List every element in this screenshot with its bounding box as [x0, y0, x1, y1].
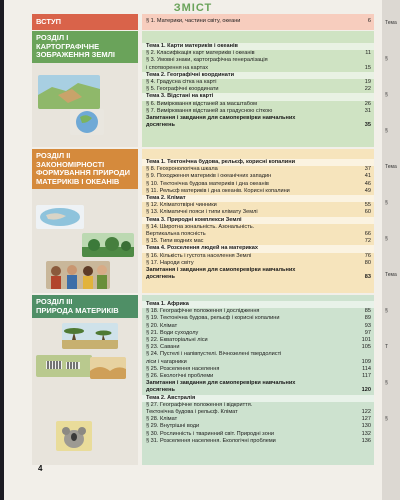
facing-page-fragment: Т	[385, 344, 389, 350]
toc-entry-page: 130	[361, 423, 371, 430]
toc-entry[interactable]	[142, 181, 374, 188]
toc-entry-label: § 13. Кліматичні пояси і типи клімату Землі	[146, 209, 258, 216]
toc-entry-page: 120	[361, 387, 371, 394]
toc-entry[interactable]	[142, 308, 374, 315]
intro-block	[32, 14, 138, 30]
toc-entry-page: 37	[364, 166, 371, 173]
toc-entry-page: 66	[364, 231, 371, 238]
toc-entry-page: 80	[364, 259, 371, 266]
toc-entry-label: Тема 1. Африка	[146, 301, 189, 307]
toc-entry-page	[369, 159, 371, 166]
facing-page-fragment: §	[385, 380, 388, 386]
toc-entry-page: 101	[361, 337, 371, 344]
toc-entry[interactable]	[142, 101, 374, 108]
toc-entry-page: 72	[364, 238, 371, 245]
toc-entry-label: § 16. Кількість і густота населення Землі	[146, 252, 252, 259]
toc-entry-page: 85	[364, 308, 371, 315]
toc-entry[interactable]	[142, 423, 374, 430]
toc-entry-label: § 9. Походження материків і океанічних западин	[146, 173, 272, 180]
toc-entry-page: 55	[364, 202, 371, 209]
toc-entry-page	[369, 380, 371, 387]
toc-entry-page: 31	[364, 107, 371, 114]
dunes-thumbnail	[90, 357, 126, 379]
toc-entry-label: Тема 2. Австралія	[146, 394, 196, 401]
toc-entry-page	[369, 57, 371, 64]
toc-entry[interactable]	[142, 274, 374, 281]
toc-entry[interactable]	[142, 108, 374, 115]
toc-entry-page	[369, 267, 371, 274]
facing-page-fragment: §	[385, 236, 388, 242]
section-1-rows	[142, 31, 374, 147]
toc-entry-label: § 24. Пустелі і напівпустелі. Вічнозелені твердолисті	[146, 351, 282, 358]
toc-entry-page: 97	[364, 329, 371, 336]
toc-entry-page	[369, 217, 371, 224]
toc-entry-page: 114	[362, 365, 371, 372]
section-1-number: РОЗДІЛ I	[36, 33, 69, 42]
toc-entry[interactable]	[142, 438, 374, 445]
toc-entry-page: 127	[361, 416, 371, 423]
toc-entry-page: 60	[364, 209, 371, 216]
intro-label: ВСТУП	[36, 17, 61, 26]
toc-entry-label: § 11. Рельєф материків і дна океанів. Корисні копалини	[146, 187, 290, 194]
toc-entry-page	[369, 115, 371, 122]
globe-thumbnail	[70, 109, 104, 135]
toc-entry[interactable]	[142, 431, 374, 438]
toc-entry-label: Вертикальна поясність	[146, 231, 206, 238]
facing-page-fragment: §	[385, 128, 388, 134]
toc-entry-label: і спотворення на картах	[146, 64, 209, 71]
toc-entry-page: 19	[364, 79, 371, 86]
toc-entry-page	[369, 351, 371, 358]
toc-entry-label: § 30. Рослинність і тваринний світ. Природні зони	[146, 430, 275, 437]
toc-entry-label: § 21. Води суходолу	[146, 329, 199, 336]
toc-entry-page	[369, 402, 371, 409]
toc-theme-heading[interactable]	[142, 72, 374, 79]
facing-page-fragment: Тема	[385, 272, 397, 278]
toc-entry-label: § 14. Широтна зональність. Азональність.	[146, 223, 255, 230]
toc-entry-label: Запитання і завдання для самоперевірки навчальних	[146, 380, 296, 387]
toc-theme-heading[interactable]	[142, 195, 374, 202]
toc-entry-page: 11	[365, 50, 371, 57]
toc-entry-label: § 27. Географічне положення і відкриття.	[146, 401, 253, 408]
toc-entry-page: 105	[361, 344, 371, 351]
toc-theme-heading[interactable]	[142, 245, 374, 252]
people-thumbnail	[46, 261, 110, 289]
page-title: ЗМІСТ	[173, 2, 213, 14]
toc-entry-page: 132	[361, 430, 371, 437]
toc-entry-page	[369, 395, 371, 402]
toc-entry-label: § 1. Материки, частини світу, океани	[146, 18, 241, 24]
toc-entry[interactable]	[142, 122, 374, 129]
map-thumbnail	[38, 75, 100, 109]
toc-entry[interactable]	[142, 115, 374, 122]
toc-entry[interactable]	[142, 188, 374, 195]
toc-entry[interactable]	[142, 260, 374, 267]
toc-entry-page	[369, 93, 371, 100]
toc-entry-label: § 12. Кліматотвірні чинники	[146, 202, 217, 209]
toc-entry-label: § 8. Геохронологічна шкала	[146, 166, 218, 173]
section-2-block	[32, 149, 138, 293]
toc-entry[interactable]	[142, 359, 374, 366]
toc-entry-label: § 10. Тектонічна будова материків і дна океанів	[146, 180, 269, 187]
earth-thumbnail	[36, 205, 84, 229]
toc-entry-label: § 18. Географічне положення і дослідження	[146, 308, 260, 315]
section-1-block	[32, 31, 138, 147]
section-3-rows	[142, 295, 374, 465]
toc-entry[interactable]	[142, 409, 374, 416]
toc-theme-heading[interactable]	[142, 301, 374, 308]
toc-entry-page: 83	[364, 274, 371, 281]
section-1-title: КАРТОГРАФІЧНЕ ЗОБРАЖЕННЯ ЗЕМЛІ	[36, 41, 115, 59]
toc-entry-label: § 15. Типи водних мас	[146, 238, 204, 245]
toc-entry-page: 117	[362, 373, 371, 380]
toc-entry[interactable]	[142, 380, 374, 387]
toc-theme-heading[interactable]	[142, 217, 374, 224]
toc-entry[interactable]	[142, 238, 374, 245]
toc-entry[interactable]	[142, 402, 374, 409]
toc-entry-label: досягнень	[146, 274, 175, 281]
toc-entry-label: Тема 1. Карти материків і океанів	[146, 43, 238, 49]
toc-entry-label: § 5. Географічні координати	[146, 86, 219, 93]
toc-entry-page: 26	[364, 100, 371, 107]
toc-entry-page: 46	[364, 180, 371, 187]
zebra-thumbnail	[36, 355, 92, 377]
section-2-title: ЗАКОНОМІРНОСТІ ФОРМУВАННЯ ПРИРОДИ МАТЕРИКІВ І ОКЕАНІВ	[36, 159, 130, 186]
toc-entry-page: 22	[364, 86, 371, 93]
toc-entry-label: Тема 3. Природні комплекси Землі	[146, 216, 242, 223]
forest-thumbnail	[82, 233, 134, 257]
toc-entry-label: § 31. Розселення населення. Екологічні проблеми	[146, 437, 276, 444]
toc-entry-label: ліси і чагарники	[146, 358, 187, 365]
toc-entry-label: досягнень	[146, 122, 175, 129]
toc-entry[interactable]	[142, 373, 374, 380]
toc-entry-page: 76	[364, 252, 371, 259]
toc-entry-label: § 23. Савани	[146, 344, 180, 351]
toc-entry-label: § 17. Народи світу	[146, 259, 194, 266]
toc-entry-page: 6	[367, 18, 371, 24]
toc-entry-page	[369, 195, 371, 202]
section-2-header	[32, 149, 138, 189]
toc-entry[interactable]	[142, 231, 374, 238]
toc-entry-label: Тема 1. Тектонічна будова, рельєф, корисні копалини	[146, 159, 296, 165]
toc-entry[interactable]	[142, 351, 374, 358]
section-2-number: РОЗДІЛ II	[36, 151, 71, 160]
toc-entry-label: Тема 2. Клімат	[146, 195, 186, 202]
toc-entry-page: 93	[364, 322, 371, 329]
facing-page-fragment: §	[385, 308, 388, 314]
toc-entry-label: § 25. Розселення населення	[146, 365, 220, 372]
toc-entry-label: § 26. Екологічні проблеми	[146, 373, 214, 380]
toc-entry[interactable]	[142, 416, 374, 423]
toc-theme-heading[interactable]	[142, 395, 374, 402]
toc-entry[interactable]	[142, 337, 374, 344]
toc-entry[interactable]	[142, 18, 374, 25]
toc-entry-page: 136	[361, 437, 371, 444]
toc-entry[interactable]	[142, 366, 374, 373]
toc-entry-label: Тектонічна будова і рельєф. Клімат	[146, 409, 238, 416]
toc-entry-label: § 29. Внутрішні води	[146, 423, 200, 430]
toc-theme-heading[interactable]	[142, 43, 374, 50]
toc-entry[interactable]	[142, 65, 374, 72]
toc-entry-page: 41	[364, 173, 371, 180]
toc-entry[interactable]	[142, 202, 374, 209]
toc-entry-label: Тема 3. Відстані на карті	[146, 93, 214, 100]
toc-entry-label: Запитання і завдання для самоперевірки навчальних	[146, 115, 296, 122]
intro-row-block	[142, 14, 374, 30]
toc-entry-page: 109	[361, 358, 371, 365]
facing-page-fragment: §	[385, 92, 388, 98]
toc-entry[interactable]	[142, 330, 374, 337]
section-3-title: ПРИРОДА МАТЕРИКІВ	[36, 305, 119, 315]
toc-entry[interactable]	[142, 315, 374, 322]
toc-entry[interactable]	[142, 224, 374, 231]
koala-thumbnail	[56, 421, 92, 451]
toc-entry[interactable]	[142, 50, 374, 57]
toc-entry-label: § 22. Екваторіальні ліси	[146, 337, 208, 344]
toc-entry[interactable]	[142, 253, 374, 260]
toc-entry[interactable]	[142, 173, 374, 180]
toc-entry[interactable]	[142, 79, 374, 86]
toc-entry-page	[369, 72, 371, 79]
toc-entry-label: § 3. Умовні знаки, картографічна генералізація	[146, 57, 268, 64]
toc-entry-label: Запитання і завдання для самоперевірки навчальних	[146, 267, 296, 274]
toc-entry[interactable]	[142, 344, 374, 351]
toc-entry-label: § 20. Клімат	[146, 322, 178, 329]
facing-page-edge	[382, 0, 400, 500]
toc-entry-page: 49	[364, 187, 371, 194]
page-number: 4	[38, 464, 43, 473]
toc-entry-label: § 4. Градусна сітка на карті	[146, 79, 217, 86]
toc-entry[interactable]	[142, 166, 374, 173]
toc-entry-page: 15	[364, 64, 371, 71]
facing-page-fragment: §	[385, 200, 388, 206]
toc-entry[interactable]	[142, 387, 374, 394]
toc-entry[interactable]	[142, 57, 374, 64]
toc-entry-label: Тема 4. Розселення людей на материках	[146, 245, 258, 252]
toc-page	[4, 0, 382, 500]
toc-entry-page	[369, 301, 371, 308]
facing-page-fragment: §	[385, 56, 388, 62]
toc-entry[interactable]	[142, 86, 374, 93]
section-3-header	[32, 295, 138, 318]
toc-entry-page	[369, 245, 371, 252]
toc-entry-page: 89	[364, 315, 371, 322]
toc-entry-page	[369, 43, 371, 50]
toc-entry-page	[369, 224, 371, 231]
toc-entry[interactable]	[142, 323, 374, 330]
savanna-thumbnail	[62, 323, 118, 349]
toc-entry-label: § 6. Вимірювання відстаней за масштабом	[146, 100, 257, 107]
toc-entry[interactable]	[142, 267, 374, 274]
toc-theme-heading[interactable]	[142, 93, 374, 100]
toc-entry[interactable]	[142, 209, 374, 216]
toc-entry-label: § 19. Тектонічна будова, рельєф і корисні копалини	[146, 315, 280, 322]
facing-page-fragment: Тема	[385, 164, 397, 170]
toc-entry-label: § 7. Вимірювання відстаней за градусною сіткою	[146, 107, 273, 114]
toc-theme-heading[interactable]	[142, 159, 374, 166]
section-3-block	[32, 295, 138, 465]
section-1-header	[32, 31, 138, 63]
toc-entry-label: досягнень	[146, 387, 175, 394]
facing-page-fragment: §	[385, 416, 388, 422]
toc-entry-label: § 2. Класифікація карт материків і океанів	[146, 50, 255, 57]
facing-page-fragment: Тема	[385, 20, 397, 26]
section-3-number: РОЗДІЛ III	[36, 297, 73, 306]
toc-entry-page: 35	[364, 122, 371, 129]
toc-entry-label: § 28. Клімат	[146, 416, 178, 423]
section-2-rows	[142, 149, 374, 293]
toc-entry-page: 122	[361, 409, 371, 416]
toc-entry-label: Тема 2. Географічні координати	[146, 71, 235, 78]
